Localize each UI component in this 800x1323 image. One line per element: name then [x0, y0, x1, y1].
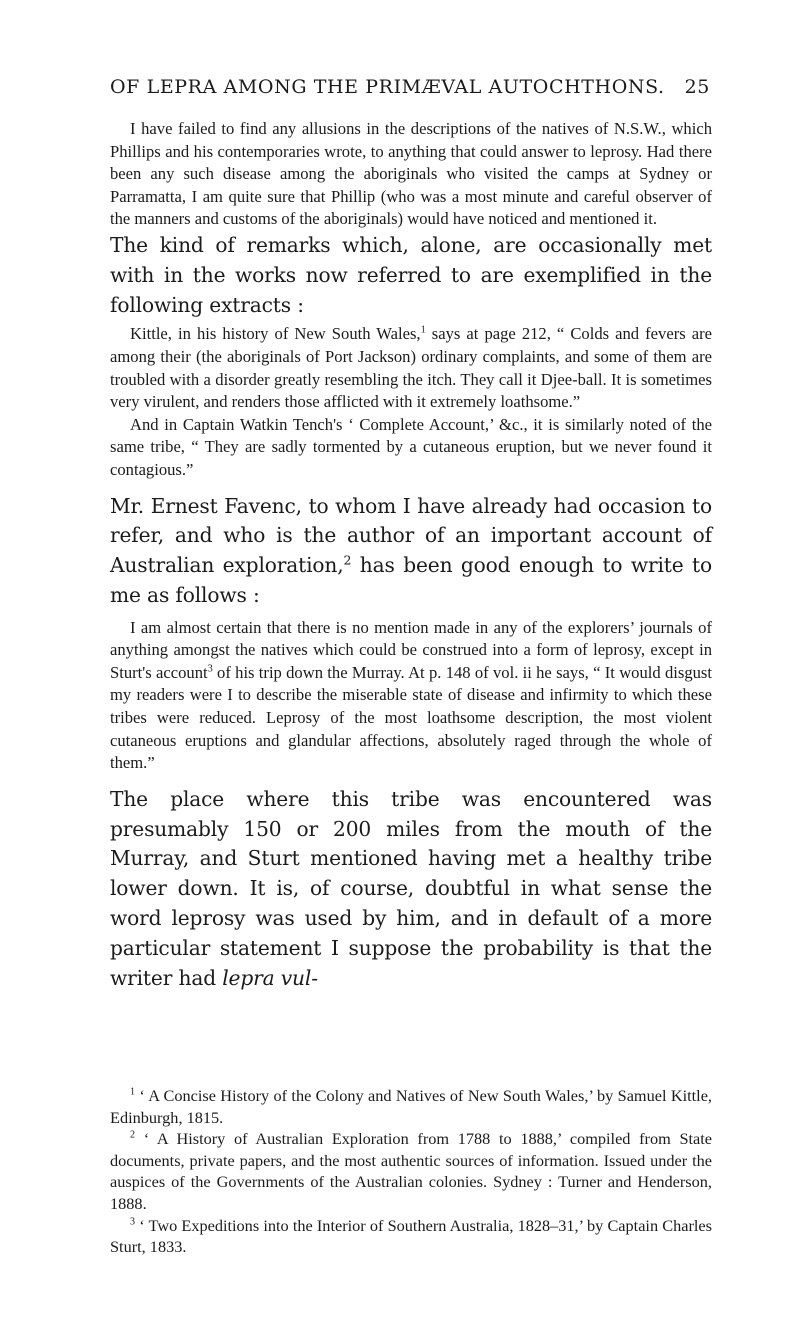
- paragraph-sturt: The place where this tribe was encountered was presumably 150 or 200 miles from the mouth of the Murray, and Sturt mentioned having met a healthy tribe lower down. It is, of course, doubtful in what sense the word leprosy was used by him, and in default of a more particular statement I suppose the probability is that the writer had lepra vul-: [110, 786, 712, 990]
- paragraph-phillip: I have failed to find any allusions in the descriptions of the natives of N.S.W., which Phillips and his contemporaries wrote, to anything that could answer to leprosy. Had there been any such disease among the aboriginals who visited the camps at Sydney or Parramatta, I am quite sure that Phillip (who was a most minute and careful observer of the manners and customs of the aboriginals) would have noticed and mentioned it.: [110, 119, 712, 229]
- page-number: 25: [684, 76, 710, 98]
- footnote-2: $^2$ ‘ A History of Australian Exploration from 1788 to 1888,’ compiled from State documents, private papers, and the most authentic sources of information. Issued under the auspices of the Governments of the Australian colonies. Sydney : Turner and Henderson, 1888.: [110, 1129, 712, 1213]
- quote-kittle: Kittle, in his history of New South Wales,$^1$ says at page 212, “ Colds and fevers are among their (the aboriginals of Port Jackson) ordinary complaints, and some of them are troubled with a disorder greatly resembling the itch. They call it Djee-ball. It is sometimes very virulent, and renders those afflicted with it extremely loathsome.”: [110, 324, 712, 412]
- body-text: [110, 118, 712, 993]
- running-title: OF LEPRA AMONG THE PRIMÆVAL AUTOCHTHONS.: [110, 76, 665, 98]
- quote-favenc-letter: I am almost certain that there is no mention made in any of the explorers’ journals of anything amongst the natives which could be construed into a form of leprosy, except in Sturt's account$^3$ of his trip down the Murray. At p. 148 of vol. ii he says, “ It would disgust my readers were I to describe the miserable state of disease and infirmity to which these tribes were reduced. Leprosy of the most loathsome description, the most violent cutaneous eruptions and glandular affections, absolutely raged through the whole of them.”: [110, 617, 712, 773]
- footnote-ref-2: 2: [343, 552, 352, 568]
- footnote-ref-1: 1: [420, 324, 426, 336]
- running-header: [110, 76, 710, 102]
- quote-tench: And in Captain Watkin Tench's ‘ Complete Account,’ &c., it is similarly noted of the same tribe, “ They are sadly tormented by a cutaneous eruption, but we never found it contagious.”: [110, 414, 712, 479]
- paragraph-remarks-intro: The kind of remarks which, alone, are occasionally met with in the works now referred to are exemplified in the following extracts :: [110, 232, 712, 317]
- paragraph-favenc: Mr. Ernest Favenc, to whom I have already had occasion to refer, and who is the author of an important account of Australian exploration,$^2$ has been good enough to write to me as follows :: [110, 493, 712, 607]
- footnotes: [110, 1085, 712, 1258]
- footnote-1: $^1$ ‘ A Concise History of the Colony and Natives of New South Wales,’ by Samuel Kittle, Edinburgh, 1815.: [110, 1086, 712, 1127]
- footnote-ref-3: 3: [207, 663, 213, 675]
- footnote-3: $^3$ ‘ Two Expeditions into the Interior of Southern Australia, 1828–31,’ by Captain Charles Sturt, 1833.: [110, 1215, 712, 1257]
